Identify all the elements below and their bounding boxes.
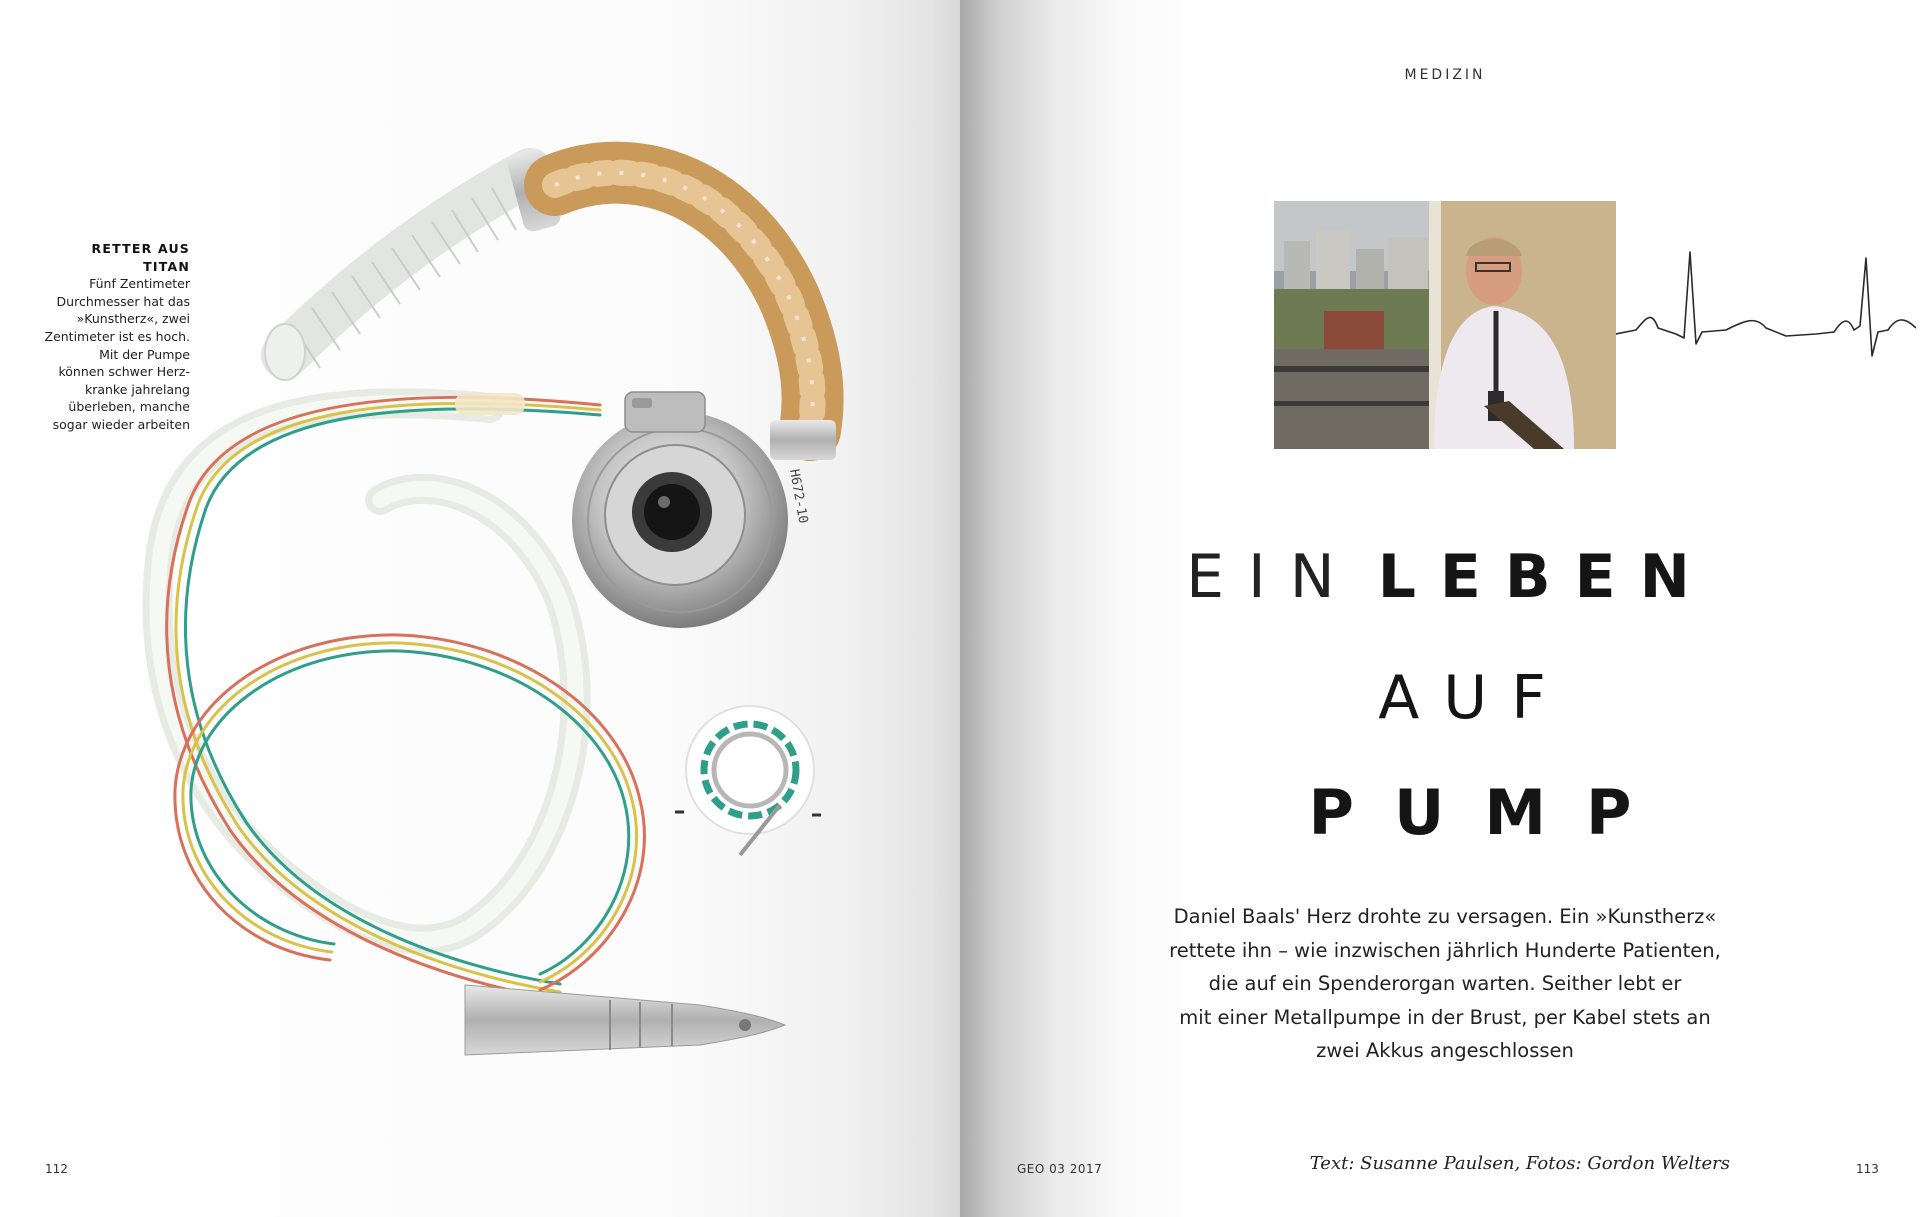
caption-line: kranke jahrelang xyxy=(84,381,190,397)
lede-line: Daniel Baals' Herz drohte zu versagen. Ein »Kunstherz« xyxy=(1173,905,1717,928)
section-label: MEDIZIN xyxy=(1404,67,1486,83)
caption-line: Fünf Zentimeter xyxy=(89,276,190,292)
caption-line: überleben, manche xyxy=(68,399,190,415)
author-credit: Text: Susanne Paulsen, Fotos: Gordon Welters xyxy=(1309,1153,1730,1174)
headline-line-2: AUF xyxy=(1378,663,1570,733)
page-number-right: 113 xyxy=(1856,1162,1879,1176)
lede-line: mit einer Metallpumpe in der Brust, per Kabel stets an xyxy=(1179,1005,1711,1029)
ecg-line-graphic xyxy=(1616,248,1916,368)
device-serial-label: H672-10 xyxy=(786,468,811,525)
article-lede xyxy=(1125,900,1765,1068)
headline-word-ein: EIN xyxy=(1186,542,1359,612)
caption-line: Durchmesser hat das xyxy=(56,293,190,309)
portrait-photo xyxy=(1274,201,1616,449)
caption-line: Mit der Pumpe xyxy=(99,346,190,362)
caption-title: RETTER AUS TITAN xyxy=(91,241,190,274)
magazine-issue: GEO 03 2017 xyxy=(1017,1162,1103,1176)
caption-line: sogar wieder arbeiten xyxy=(52,416,190,432)
headline-word-leben: LEBEN xyxy=(1377,542,1714,612)
lede-line: zwei Akkus angeschlossen xyxy=(1316,1039,1574,1063)
caption-line: können schwer Herz- xyxy=(58,364,190,380)
page-number-left: 112 xyxy=(45,1162,68,1176)
headline-line-3: PUMP xyxy=(1308,776,1672,849)
caption-line: Zentimeter ist es hoch. xyxy=(44,328,190,344)
lede-line: die auf ein Spenderorgan warten. Seither lebt er xyxy=(1208,972,1682,996)
headline-line-1 xyxy=(1120,537,1780,617)
caption-line: »Kunstherz«, zwei xyxy=(76,311,190,327)
lede-line: rettete ihn – wie inzwischen jährlich Hunderte Patienten, xyxy=(1169,938,1721,962)
